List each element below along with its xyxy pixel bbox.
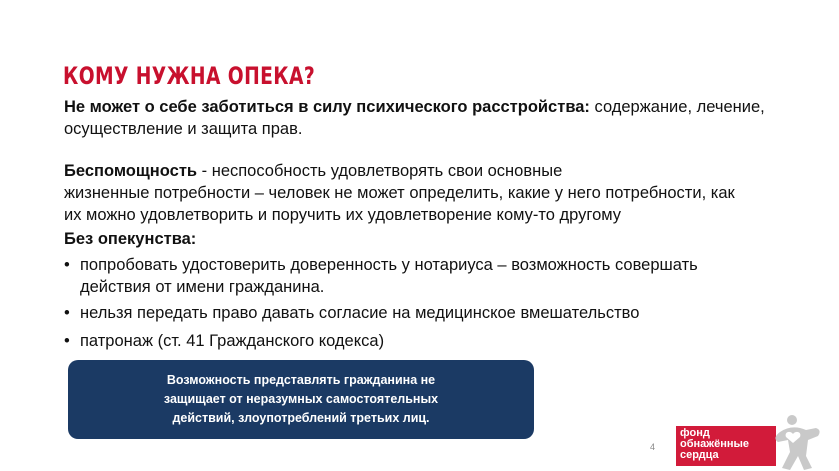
bullet-item: • патронаж (ст. 41 Гражданского кодекса): [64, 330, 770, 352]
paragraph-helplessness: [64, 160, 794, 226]
slide-title: КОМУ НУЖНА ОПЕКА?: [63, 62, 316, 90]
paragraph-psychiatric-rest: содержание, лечение, осуществление и защита прав.: [64, 98, 765, 138]
page-number: 4: [650, 442, 656, 452]
without-guardianship-heading: [64, 228, 196, 250]
callout-text: Возможность представлять гражданина не защищает от неразумных самостоятельных действий, злоупотреблений третьих лиц.: [163, 373, 439, 425]
logo-figure-icon: [772, 412, 830, 470]
logo-text-block: [676, 426, 776, 466]
paragraph-helplessness-line3: их можно удовлетворить и поручить их удовлетворение кому-то другому: [64, 206, 622, 224]
without-guardianship-heading-text: Без опекунства:: [64, 230, 197, 248]
bullet-list: [64, 254, 770, 352]
logo-line: сердца: [680, 449, 719, 461]
bullet-item: • нельзя передать право давать согласие на медицинское вмешательство: [64, 302, 770, 324]
paragraph-helplessness-line1: - неспособность удовлетворять свои основные: [197, 162, 563, 180]
paragraph-psychiatric-bold: Не может о себе заботиться в силу психического расстройства:: [64, 98, 590, 116]
callout-box: [68, 360, 534, 439]
bullet-item: • попробовать удостоверить доверенность у нотариуса – возможность совершать действия от имени гражданина.: [64, 254, 770, 298]
paragraph-helplessness-bold: Беспомощность: [64, 162, 198, 180]
logo-line: обнажённые: [680, 438, 749, 450]
foundation-logo: [676, 412, 831, 470]
logo-line: фонд: [680, 427, 710, 439]
paragraph-psychiatric: [64, 96, 784, 140]
paragraph-helplessness-line2: жизненные потребности – человек не может определить, какие у него потребности, как: [64, 184, 735, 202]
